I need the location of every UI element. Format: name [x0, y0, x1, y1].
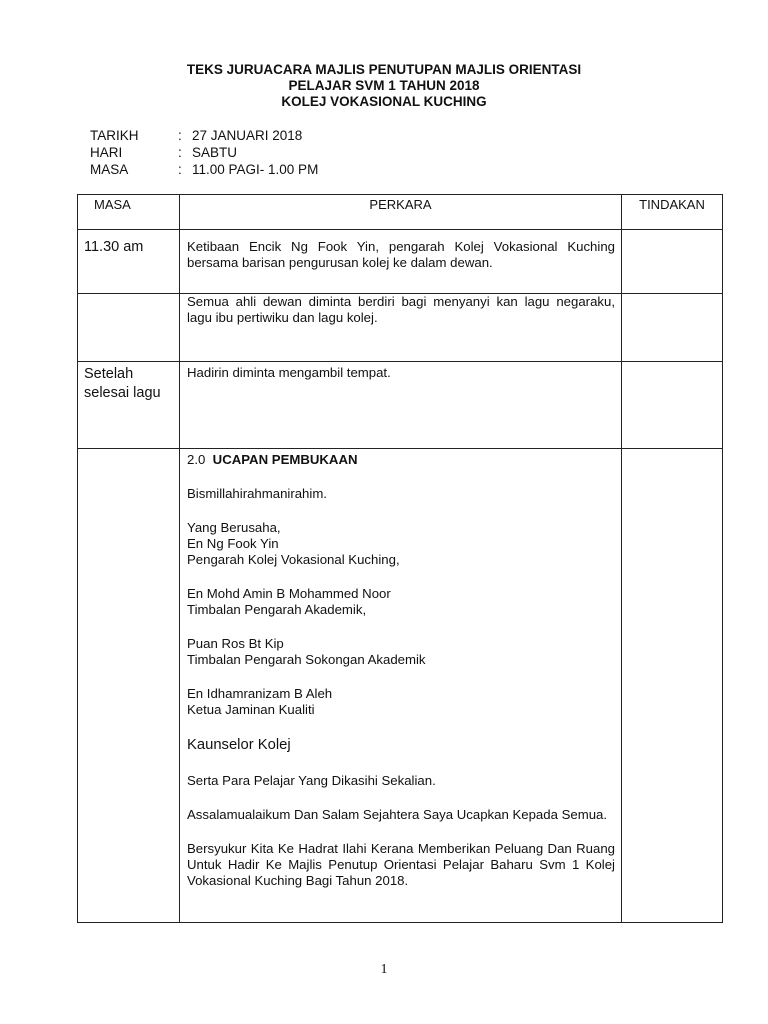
cell-perkara: Hadirin diminta mengambil tempat.: [180, 362, 622, 449]
info-key: HARI: [90, 145, 123, 160]
header-masa: MASA: [78, 195, 180, 230]
cell-tindakan: [622, 362, 723, 449]
header-tindakan: TINDAKAN: [622, 195, 723, 230]
greeting-line: En Idhamranizam B Aleh: [187, 686, 333, 701]
section-heading: [187, 452, 615, 468]
table-row: [78, 230, 723, 294]
table-row: [78, 362, 723, 449]
document-title: [0, 62, 768, 110]
cell-perkara: Ketibaan Encik Ng Fook Yin, pengarah Kolej Vokasional Kuching bersama barisan pengurusan kolej ke dalam dewan.: [180, 230, 622, 294]
section-number: 2.0: [187, 452, 206, 467]
speech-syukur: Bersyukur Kita Ke Hadrat Ilahi Kerana Memberikan Peluang Dan Ruang Untuk Hadir Ke Majlis Penutup Orientasi Pelajar Baharu Svm 1 Kolej Vokasional Kuching Bagi Tahun 2018.: [187, 841, 615, 888]
info-value: 27 JANUARI 2018: [192, 128, 303, 143]
cell-tindakan: [622, 230, 723, 294]
greeting-tp-sokongan: [187, 636, 615, 668]
agenda-table: [77, 194, 723, 923]
greeting-line: En Mohd Amin B Mohammed Noor: [187, 586, 391, 601]
cell-perkara: Semua ahli dewan diminta berdiri bagi menyanyi kan lagu negaraku, lagu ibu pertiwiku dan lagu kolej.: [180, 294, 622, 362]
cell-masa: [78, 362, 180, 449]
speech-salam: Assalamualaikum Dan Salam Sejahtera Saya Ucapkan Kepada Semua.: [187, 807, 608, 822]
table-row: [78, 449, 723, 923]
greeting-line: En Ng Fook Yin: [187, 536, 279, 551]
info-key: MASA: [90, 162, 129, 177]
greeting-pelajar: Serta Para Pelajar Yang Dikasihi Sekalian.: [187, 773, 436, 788]
info-row-tarikh: [90, 127, 318, 144]
greeting-line: Pengarah Kolej Vokasional Kuching,: [187, 552, 400, 567]
info-separator: :: [178, 145, 182, 160]
page-number: 1: [380, 962, 388, 977]
greeting-line: Puan Ros Bt Kip: [187, 636, 284, 651]
header-perkara: PERKARA: [180, 195, 622, 230]
title-line-2: PELAJAR SVM 1 TAHUN 2018: [288, 78, 480, 93]
masa-line: selesai lagu: [84, 385, 161, 401]
info-value: 11.00 PAGI- 1.00 PM: [192, 162, 319, 177]
greeting-line: Yang Berusaha,: [187, 520, 281, 535]
greeting-line: Timbalan Pengarah Akademik,: [187, 602, 367, 617]
greeting-tp-akademik: [187, 586, 615, 618]
table-row: [78, 294, 723, 362]
section-title: UCAPAN PEMBUKAAN: [212, 452, 358, 467]
masa-line: Setelah: [84, 366, 134, 382]
info-row-hari: [90, 144, 318, 161]
event-info: [90, 127, 318, 178]
greeting-line: Ketua Jaminan Kualiti: [187, 702, 315, 717]
title-line-1: TEKS JURUACARA MAJLIS PENUTUPAN MAJLIS ORIENTASI: [186, 62, 582, 77]
greeting-pengarah: [187, 520, 615, 568]
greeting-ketua-jaminan: [187, 686, 615, 718]
info-separator: :: [178, 128, 182, 143]
cell-masa: 11.30 am: [78, 230, 180, 294]
table-header-row: [78, 195, 723, 230]
info-row-masa: [90, 161, 318, 178]
info-value: SABTU: [192, 145, 238, 160]
title-line-3: KOLEJ VOKASIONAL KUCHING: [281, 94, 487, 109]
greeting-kaunselor: Kaunselor Kolej: [187, 737, 291, 753]
speech-cell: [180, 449, 622, 923]
cell-masa: [78, 449, 180, 923]
cell-tindakan: [622, 294, 723, 362]
info-separator: :: [178, 162, 182, 177]
greeting-line: Timbalan Pengarah Sokongan Akademik: [187, 652, 426, 667]
cell-tindakan: [622, 449, 723, 923]
info-key: TARIKH: [90, 128, 139, 143]
cell-masa: [78, 294, 180, 362]
speech-opening: Bismillahirahmanirahim.: [187, 486, 327, 501]
